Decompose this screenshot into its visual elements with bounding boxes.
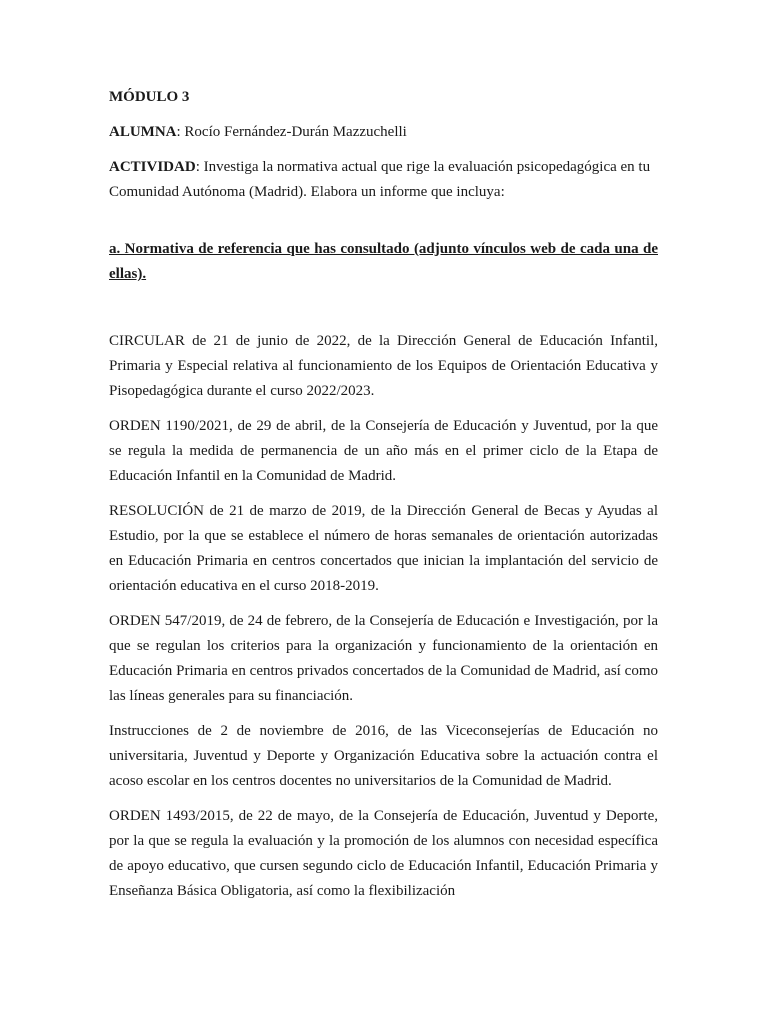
- reference-paragraph: Instrucciones de 2 de noviembre de 2016, de las Viceconsejerías de Educación no universitaria, Juventud y Deporte y Organización Educativa sobre la actuación contra el acoso escolar en los centros docentes no universitarios de la Comunidad de Madrid.: [109, 723, 658, 789]
- reference-paragraph: CIRCULAR de 21 de junio de 2022, de la Dirección General de Educación Infantil, Primaria y Especial relativa al funcionamiento de los Equipos de Orientación Educativa y Pisopedagógica durante el curso 2022/2023.: [109, 333, 658, 399]
- module-title: MÓDULO 3: [109, 89, 190, 105]
- reference-paragraph: RESOLUCIÓN de 21 de marzo de 2019, de la Dirección General de Becas y Ayudas al Estudio, por la que se establece el número de horas semanales de orientación autorizadas en Educación Primaria en centros concertados que inician la implantación del servicio de orientación educativa en el curso 2018-2019.: [109, 503, 658, 594]
- reference-paragraph: ORDEN 1190/2021, de 29 de abril, de la Consejería de Educación y Juventud, por la que se regula la medida de permanencia de un año más en el primer ciclo de la Etapa de Educación Infantil en la Comunidad de Madrid.: [109, 418, 658, 484]
- activity-description: : Investiga la normativa actual que rige la evaluación psicopedagógica en tu Comunidad Autónoma (Madrid). Elabora un informe que incluya:: [109, 159, 651, 200]
- activity-label: ACTIVIDAD: [109, 159, 196, 175]
- section-heading: a. Normativa de referencia que has consultado (adjunto vínculos web de cada una de ellas).: [109, 241, 658, 282]
- student-name: : Rocío Fernández-Durán Mazzuchelli: [176, 124, 407, 140]
- reference-paragraph: ORDEN 547/2019, de 24 de febrero, de la Consejería de Educación e Investigación, por la que se regulan los criterios para la organización y funcionamiento de la orientación en Educación Primaria en centros privados concertados de la Comunidad de Madrid, así como las líneas generales para su financiación.: [109, 613, 658, 704]
- reference-list: [109, 329, 658, 904]
- student-line: [109, 120, 658, 145]
- document-page: [109, 85, 658, 914]
- student-label: ALUMNA: [109, 124, 177, 140]
- reference-paragraph: ORDEN 1493/2015, de 22 de mayo, de la Consejería de Educación, Juventud y Deporte, por la que se regula la evaluación y la promoción de los alumnos con necesidad específica de apoyo educativo, que cursen segundo ciclo de Educación Infantil, Educación Primaria y Enseñanza Básica Obligatoria, así como la flexibilización: [109, 808, 658, 899]
- activity-line: [109, 155, 658, 205]
